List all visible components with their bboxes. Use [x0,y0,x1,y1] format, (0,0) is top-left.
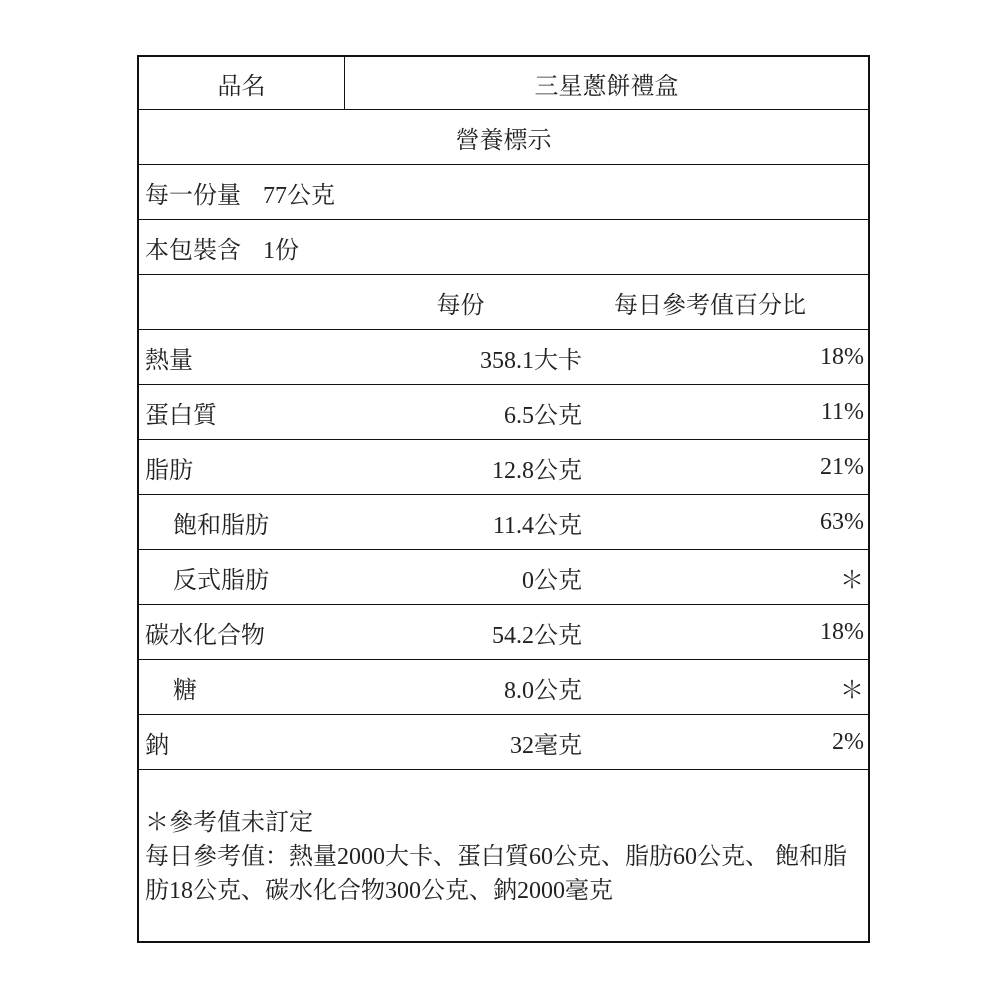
footnotes [139,770,868,941]
column-header-row [139,275,868,330]
nutrient-per-serving: 8.0公克 [504,677,582,704]
servings-per-package [139,230,868,265]
nutrient-per-serving: 54.2公克 [492,622,582,649]
servings-per-package-row [139,220,868,275]
nutrient-per-serving: 0公克 [522,567,582,594]
nutrition-facts-title: 營養標示 [455,127,552,154]
nutrient-name: 熱量 [145,347,193,374]
nutrient-per-serving: 11.4公克 [492,512,582,539]
nutrient-name: 鈉 [145,732,169,759]
nutrient-row-protein [139,385,868,440]
daily-value-column-header: 每日參考值百分比 [614,292,806,319]
serving-size-row [139,165,868,220]
nutrient-row-calories [139,330,868,385]
asterisk-footnote: ＊參考值未訂定 [145,810,313,836]
serving-size-label: 每一份量 [145,182,241,209]
section-title-row [139,110,868,165]
nutrient-name: 糖 [173,677,197,704]
nutrient-daily-value: ＊ [840,567,864,594]
nutrient-name: 脂肪 [145,457,193,484]
daily-reference-values: 每日參考值：熱量2000大卡、蛋白質60公克、脂肪60公克、 飽和脂肪18公克、碳水化合物300公克、鈉2000毫克 [145,844,847,904]
product-name-label: 品名 [139,57,345,109]
nutrient-row-sodium [139,715,868,770]
nutrient-name: 碳水化合物 [145,622,265,649]
nutrient-per-serving: 32毫克 [510,732,582,759]
nutrient-name: 反式脂肪 [173,567,269,594]
per-serving-column-header: 每份 [436,292,485,319]
nutrient-daily-value: 2% [832,728,864,755]
nutrient-daily-value: 18% [820,343,864,370]
nutrient-name: 蛋白質 [145,402,217,429]
nutrient-per-serving: 6.5公克 [504,402,582,429]
serving-size [139,175,868,210]
product-name-value: 三星蔥餅禮盒 [534,73,679,100]
nutrient-row-fat [139,440,868,495]
nutrient-daily-value: ＊ [840,677,864,704]
product-row [139,57,868,110]
serving-size-value: 77公克 [263,182,335,209]
nutrient-per-serving: 358.1大卡 [480,347,582,374]
nutrient-row-sugar [139,660,868,715]
nutrient-daily-value: 63% [820,508,864,535]
nutrition-label-table [137,55,870,943]
nutrient-daily-value: 21% [820,453,864,480]
nutrient-daily-value: 11% [820,398,864,425]
nutrient-daily-value: 18% [820,618,864,645]
nutrient-row-carbohydrate [139,605,868,660]
nutrient-row-trans-fat [139,550,868,605]
nutrient-name: 飽和脂肪 [173,512,269,539]
nutrient-row-saturated-fat [139,495,868,550]
nutrient-per-serving: 12.8公克 [492,457,582,484]
servings-count-value: 1份 [263,237,299,264]
servings-count-label: 本包裝含 [145,237,241,264]
